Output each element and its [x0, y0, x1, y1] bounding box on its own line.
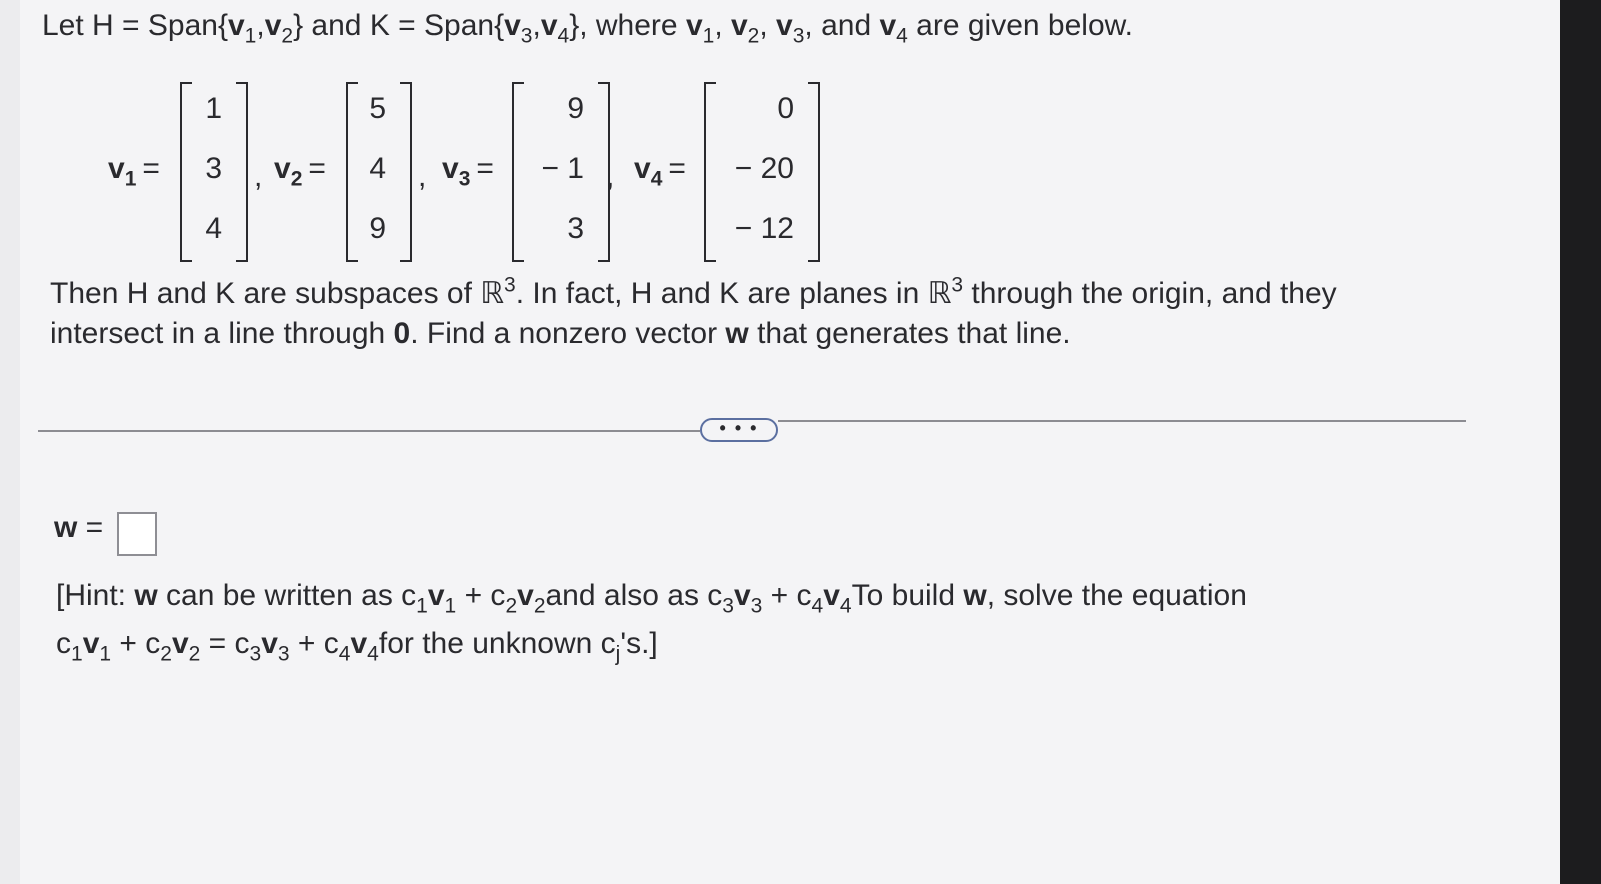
expand-button[interactable]: • • •	[700, 418, 778, 442]
page-left-edge	[0, 0, 20, 884]
separator-comma: ,	[254, 160, 263, 193]
matrix-entry: 4	[369, 152, 386, 185]
matrix-entry: − 1	[541, 152, 584, 185]
problem-statement-line-1: Let $H = Span\{v_1,v_2\}$ and $K = Span\{v_3,v_4\}$, where $v_1$, $v_2$, $v_3$, and $v_4$ are given below.	[42, 9, 1133, 48]
screen-right-edge	[1560, 0, 1601, 884]
hint-line-1: [Hint: w can be written as $c_1v_1 + c_2v_2and$ also as $c_3v_3 + c_4v_4To$ build w, solve the equation	[56, 579, 1247, 618]
problem-statement-line-2: Then H and K are subspaces of ℝ$^3$. In fact, H and K are planes in ℝ$^3$ through the origin, and they	[50, 273, 1337, 310]
vector-v4-matrix	[704, 82, 820, 260]
matrix-entry: − 20	[734, 152, 794, 185]
section-divider	[38, 430, 700, 432]
matrix-entry: 0	[777, 92, 794, 125]
section-divider	[778, 420, 1466, 422]
vector-v2-matrix	[346, 82, 412, 260]
left-bracket	[346, 82, 358, 262]
answer-input[interactable]	[117, 512, 157, 556]
problem-statement-line-3: intersect in a line through 0. Find a nonzero vector w that generates that line.	[50, 317, 1071, 350]
matrix-entry: 9	[369, 212, 386, 245]
matrix-entry: − 12	[734, 212, 794, 245]
separator-comma: ,	[418, 160, 427, 193]
vector-label-v3: $v_3$ =	[442, 152, 494, 191]
right-bracket	[236, 82, 248, 262]
left-bracket	[704, 82, 716, 262]
vector-v1-matrix	[180, 82, 248, 260]
right-bracket	[808, 82, 820, 262]
matrix-entry: 1	[205, 92, 222, 125]
separator-comma: ,	[606, 160, 615, 193]
vector-label-v4: $v_4$ =	[634, 152, 686, 191]
left-bracket	[180, 82, 192, 262]
matrix-entry: 5	[369, 92, 386, 125]
left-bracket	[512, 82, 524, 262]
vector-label-v1: $v_1$ =	[108, 152, 160, 191]
hint-line-2: $c_1v_1 + c_2v_2 = c_3v_3 + c_4v_4for$ the unknown $c_j's$.]	[56, 627, 658, 666]
vector-v3-matrix	[512, 82, 610, 260]
matrix-entry: 3	[567, 212, 584, 245]
right-bracket	[400, 82, 412, 262]
matrix-entry: 9	[567, 92, 584, 125]
matrix-entry: 4	[205, 212, 222, 245]
matrix-entry: 3	[205, 152, 222, 185]
answer-label: w =	[54, 511, 104, 544]
vector-label-v2: $v_2$ =	[274, 152, 326, 191]
